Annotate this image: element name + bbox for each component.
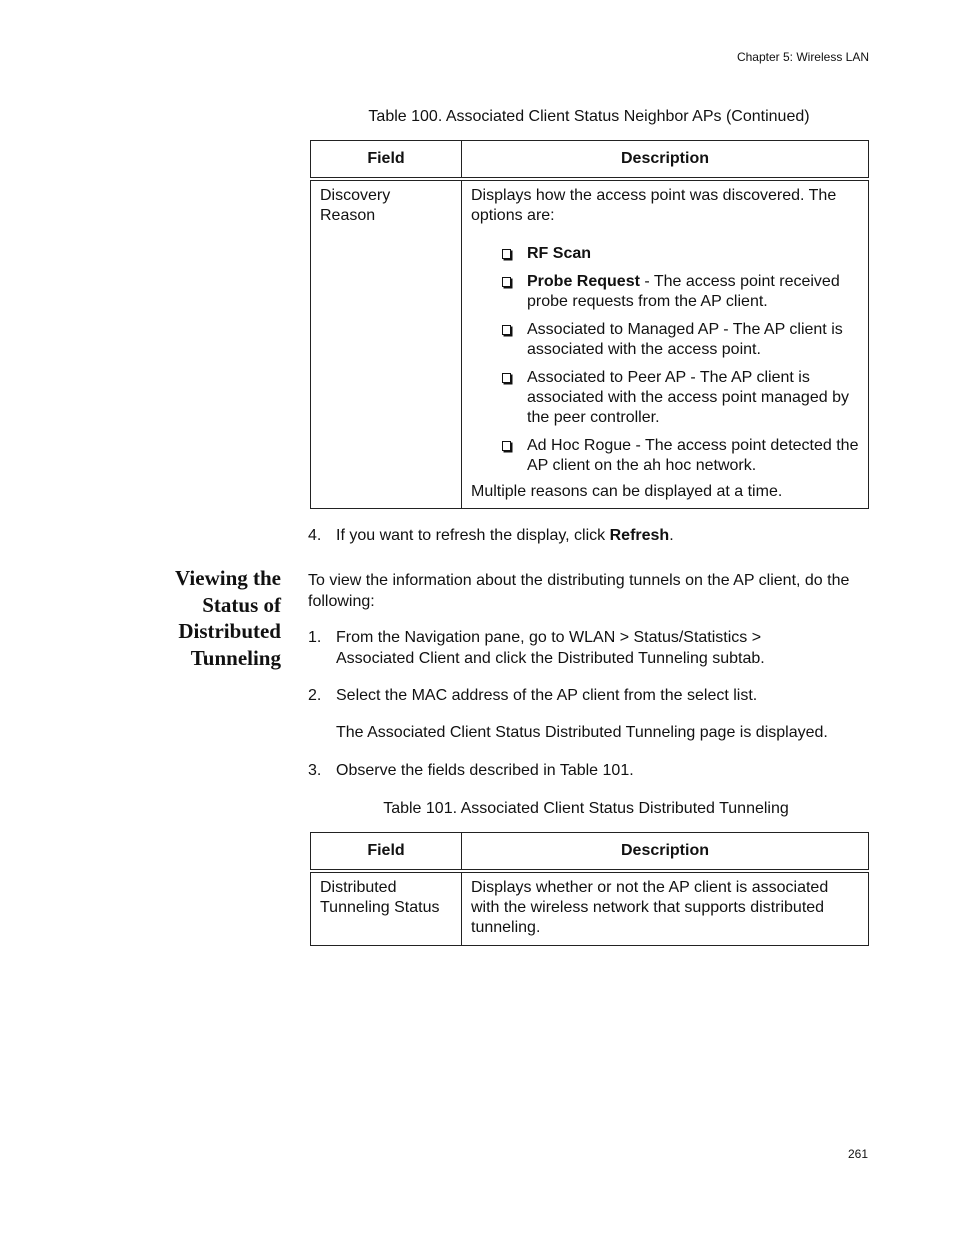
step-text: Observe the fields described in Table 101. bbox=[336, 762, 634, 779]
option-name: RF Scan bbox=[527, 245, 592, 262]
table-row bbox=[311, 179, 869, 509]
description-footer: Multiple reasons can be displayed at a time. bbox=[471, 483, 783, 500]
option-item bbox=[499, 244, 860, 264]
description-cell bbox=[462, 871, 869, 946]
table-header-row bbox=[311, 833, 869, 872]
table-header-row bbox=[311, 141, 869, 180]
step-text: Select the MAC address of the AP client from the select list. bbox=[336, 687, 758, 704]
field-cell bbox=[311, 871, 462, 946]
checkbox-bullet-icon bbox=[502, 373, 511, 383]
checkbox-bullet-icon bbox=[502, 277, 511, 287]
heading-line: Distributed bbox=[178, 619, 281, 643]
description-text: Displays whether or not the AP client is associated with the wireless network that supports distributed tunneling. bbox=[471, 879, 829, 936]
options-list bbox=[471, 244, 860, 476]
step-number: 2. bbox=[308, 687, 322, 704]
running-header: Chapter 5: Wireless LAN bbox=[736, 50, 869, 64]
option-text: Ad Hoc Rogue - The access point detected the AP client on the ah hoc network. bbox=[527, 437, 859, 474]
step-text-end: . bbox=[669, 527, 674, 544]
option-item bbox=[499, 368, 860, 428]
step-number: 4. bbox=[308, 527, 322, 544]
column-header-description: Description bbox=[462, 141, 869, 180]
field-name: Distributed Tunneling Status bbox=[320, 879, 440, 916]
checkbox-bullet-icon bbox=[502, 249, 511, 259]
option-item bbox=[499, 436, 860, 476]
table-caption: Table 101. Associated Client Status Distributed Tunneling bbox=[383, 800, 789, 817]
option-text: Associated to Managed AP - The AP client is associated with the access point. bbox=[527, 321, 843, 358]
page-number: 261 bbox=[847, 1147, 868, 1161]
option-item bbox=[499, 320, 860, 360]
column-header-description: Description bbox=[462, 833, 869, 872]
step-text: From the Navigation pane, go to WLAN > Status/Statistics > Associated Client and click the Distributed Tunneling subtab. bbox=[336, 629, 765, 667]
table-101 bbox=[310, 832, 869, 946]
section-heading bbox=[175, 565, 281, 671]
checkbox-bullet-icon bbox=[502, 325, 511, 335]
step-text: The Associated Client Status Distributed Tunneling page is displayed. bbox=[336, 724, 828, 741]
option-name: Probe Request bbox=[527, 273, 640, 290]
heading-line: Viewing the bbox=[175, 566, 281, 590]
heading-line: Tunneling bbox=[190, 645, 281, 670]
section-intro: To view the information about the distributing tunnels on the AP client, do the following: bbox=[308, 572, 850, 610]
option-text: - The access point received probe requests from the AP client. bbox=[527, 273, 840, 310]
step-number: 3. bbox=[308, 762, 322, 779]
option-item bbox=[499, 272, 860, 312]
table-100 bbox=[310, 140, 869, 509]
field-name: Discovery Reason bbox=[320, 187, 391, 224]
field-cell bbox=[311, 179, 462, 509]
refresh-ref: Refresh bbox=[609, 527, 670, 544]
description-cell bbox=[462, 179, 869, 509]
step-number: 1. bbox=[308, 629, 322, 646]
checkbox-bullet-icon bbox=[502, 441, 511, 451]
table-row bbox=[311, 871, 869, 946]
column-header-field: Field bbox=[311, 833, 462, 872]
table-caption: Table 100. Associated Client Status Neighbor APs (Continued) bbox=[368, 108, 810, 125]
description-intro: Displays how the access point was discovered. The options are: bbox=[471, 187, 837, 224]
heading-line: Status of bbox=[202, 592, 281, 617]
step-text: If you want to refresh the display, click bbox=[336, 527, 610, 544]
option-text: Associated to Peer AP - The AP client is associated with the access point managed by the peer controller. bbox=[527, 369, 849, 426]
column-header-field: Field bbox=[311, 141, 462, 180]
